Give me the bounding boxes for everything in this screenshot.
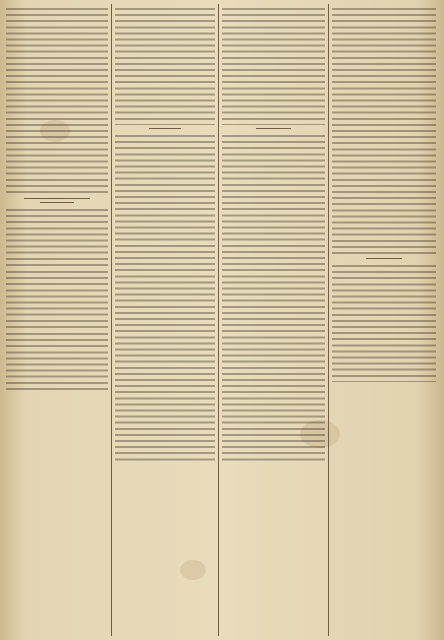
column-1 [6, 4, 108, 636]
column-rule [328, 4, 329, 636]
notice-text-lines [6, 330, 108, 390]
article-text-lines [115, 5, 215, 125]
notice-text-lines [115, 132, 215, 462]
column-4 [332, 4, 436, 636]
article-text-lines [6, 5, 108, 195]
notice-text-lines [222, 132, 325, 462]
column-3 [222, 4, 325, 636]
divider [256, 128, 291, 129]
column-2 [115, 4, 215, 636]
article-text-lines [222, 5, 325, 125]
divider [366, 258, 402, 259]
notice-text-lines [332, 5, 436, 255]
divider [149, 128, 181, 129]
divider [24, 198, 90, 199]
notice-text-lines [332, 262, 436, 382]
notice-text-lines [6, 268, 108, 328]
notice-text-lines [6, 206, 108, 266]
divider [40, 202, 74, 203]
column-rule [218, 4, 219, 636]
column-rule [111, 4, 112, 636]
